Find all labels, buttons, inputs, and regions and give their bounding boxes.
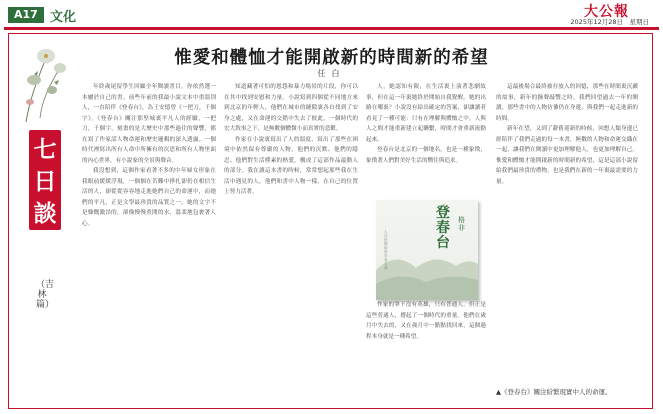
column-title-char: 七 — [33, 136, 57, 163]
paragraph: 知道藏著可怕的恩怨和暴力場景的片段，你可以在其中找到安慰和力量。小說寫到四個從不同地方來到北京的年輕人，他們在城市的縫隙裏各自找到了安身之處，又在命運的交錯中失去了彼此。一個時代的宏大敘事之下，是無數個體微小而真實的悲歡。 — [224, 84, 358, 132]
article-column-1 — [82, 82, 216, 398]
issue-date: 2025年12月28日 星期日 — [570, 18, 649, 26]
image-caption: ▲《登春台》關注紛繁現實中人的命運。 — [496, 388, 612, 396]
paragraph: 作家的筆下沒有英雄，只有普通人。但正是這些普通人，撐起了一個時代的重量。他們在歲月中失去的，又在歲月中一點點找回來，這個過程本身就是一種希望。 — [366, 302, 486, 340]
section-name: 文化 — [50, 10, 77, 25]
paragraph: 年終歲尾留學生回顧全年閱讀書目，你依然選一本屬於自己的書。前些年前的我最小說文本中重溫別人，一直陪伴《登春台》，為王安憶曾《一把刀，千個字》。《登春台》關注那堅城裏平凡人的經驗，一把刀，千個字，刻畫的是大歷史中那些過往的聲響，都在寫了作家話人物命運和歷史邏輯的深入透露。一個時代裡寫出所有人命中所擁有的沉思和所有人物里面的內心世界，有小說家的全景與聲音。 — [82, 84, 216, 164]
article-column-3 — [366, 82, 486, 194]
paragraph: 作家在小說裏寫出了人的溫度，寫出了那些在困境中依然保有尊嚴的人物，他們的沉默、他們的隱忍、他們對生活樸素的熱愛，構成了這部作品最動人的部分。我在讀這本書的時候，常常想起那些我在生活中遇見的人，他們和書中人物一樣，在自己的位置上努力活著。 — [224, 136, 358, 195]
cover-landscape-icon — [376, 240, 478, 300]
newspaper-masthead: 大公報 — [584, 4, 629, 20]
article-column-2 — [224, 82, 358, 398]
book-author: 格非 — [458, 216, 465, 232]
book-cover-image — [376, 200, 478, 300]
column-title-char: 談 — [33, 200, 57, 227]
header-divider — [4, 27, 659, 30]
paragraph: 登春台是北京的一個地名，也是一種象徵，象徵著人們對美好生活的嚮往與追求。 — [366, 147, 486, 164]
paragraph: 新年在望，又到了辭舊迎新的時候，回想人類身邊已經陪伴了我們走過的每一本書，無數的人物和命運交織在一起，讓我們在閱讀中更加理解他人，也更加理解自己。惟愛和體恤才能開啟新的時間新的希望，這是這部小說留給我們最珍貴的禮物，也是我們在新的一年裏最需要的力量。 — [496, 126, 638, 185]
column-title-badge — [29, 130, 61, 230]
article-byline: 任白 — [317, 69, 346, 78]
paragraph: 我沒想到，這個作家看著不多的中年婦女形象在我眼前緩緩浮現，一個個在苦難中掙扎卻仍在相信生活的人，卻從從容容地走進她們自己的命運中，而她們的平凡，正是文學最珍貴的品質之一。她的文字不是慷慨激昂的，卻像慢慢煮開的水，溫柔地包裹著人心。 — [82, 168, 216, 227]
section-number: A17 — [8, 7, 44, 23]
column-sidebar — [14, 38, 70, 398]
book-title: 登春台 — [436, 205, 450, 251]
book-blurb: 人在世間如何安身立命 — [384, 230, 388, 270]
article-headline: 惟愛和體恤才能開啟新的時間新的希望 — [174, 48, 489, 68]
paragraph: 這最後場合最終被存放入的回憶，那些在時間裏沉澱的故事，新年的鐘聲敲響之時，我們回望過去一年的閱讀，那些書中的人物彷彿仍在身邊，與我們一起走進新的時間。 — [496, 84, 638, 122]
page-header — [0, 0, 663, 26]
article-column-3-lower — [366, 300, 486, 398]
column-title-char: 日 — [33, 168, 57, 195]
article-column-4 — [496, 82, 638, 382]
column-author: （吉林篇） — [36, 280, 55, 310]
paragraph: 人，她認知有限，在生活裏上演著悲劇故事，但在這一年裏她終於開始自我覺醒。她的出路在哪裏？小說沒有給出確定的答案，卻讓讀者看見了一種可能：只有在理解與體恤之中，人與人之間才能重新建立起聯繫，時間才會重新流動起來。 — [366, 84, 486, 143]
